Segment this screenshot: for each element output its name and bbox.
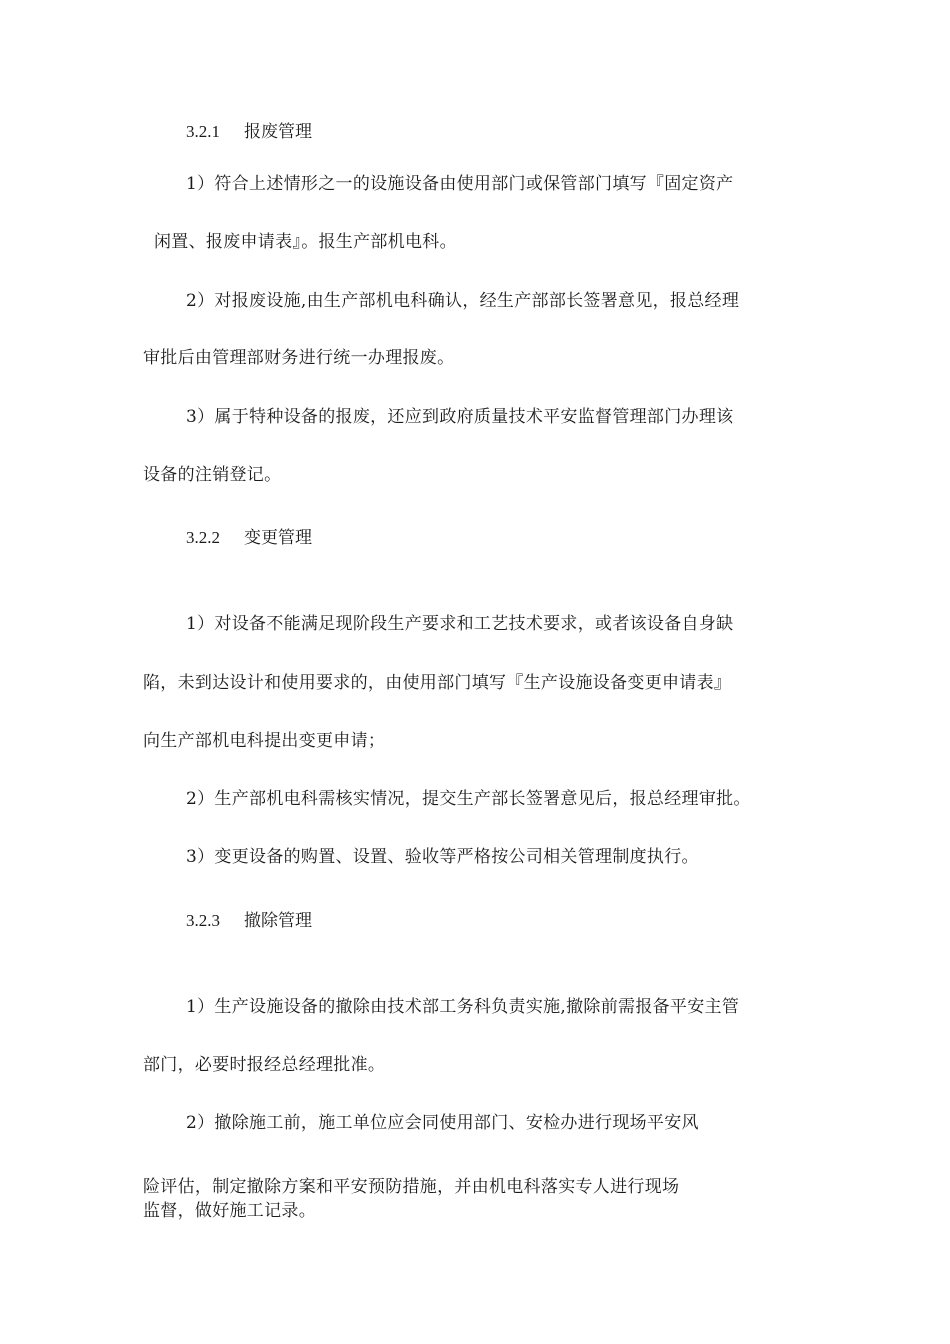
- section-heading: [186, 120, 312, 144]
- paragraph-line: 陷，未到达设计和使用要求的，由使用部门填写『生产设施设备变更申请表』: [143, 673, 732, 693]
- paragraph-line: 险评估，制定撤除方案和平安预防措施，并由机电科落实专人进行现场: [143, 1177, 680, 1197]
- paragraph-line: 3）属于特种设备的报废，还应到政府质量技术平安监督管理部门办理该: [186, 407, 734, 427]
- section-title: 报废管理: [244, 122, 312, 142]
- paragraph-line: 1）对设备不能满足现阶段生产要求和工艺技术要求，或者该设备自身缺: [186, 614, 734, 634]
- section-number: 3.2.3: [186, 911, 220, 930]
- section-number: 3.2.1: [186, 122, 220, 141]
- paragraph-line: 2）对报废设施,由生产部机电科确认，经生产部部长签署意见，报总经理: [186, 291, 740, 311]
- paragraph-line: 闲置、报废申请表』。报生产部机电科。: [154, 232, 457, 252]
- paragraph-line: 设备的注销登记。: [143, 465, 282, 485]
- paragraph-line: 监督，做好施工记录。: [143, 1201, 316, 1221]
- section-title: 撤除管理: [244, 911, 312, 931]
- section-heading: [186, 526, 312, 550]
- paragraph-line: 向生产部机电科提出变更申请；: [143, 731, 386, 751]
- section-title: 变更管理: [244, 528, 312, 548]
- paragraph-line: 2）撤除施工前，施工单位应会同使用部门、安检办进行现场平安风: [186, 1113, 699, 1133]
- paragraph-line: 3）变更设备的购置、设置、验收等严格按公司相关管理制度执行。: [186, 847, 699, 867]
- section-heading: [186, 909, 312, 933]
- paragraph-line: 审批后由管理部财务进行统一办理报废。: [143, 348, 455, 368]
- paragraph-line: 1）符合上述情形之一的设施设备由使用部门或保管部门填写『固定资产: [186, 174, 734, 194]
- paragraph-line: 2）生产部机电科需核实情况，提交生产部长签署意见后，报总经理审批。: [186, 789, 751, 809]
- paragraph-line: 部门，必要时报经总经理批准。: [143, 1055, 386, 1075]
- paragraph-line: 1）生产设施设备的撤除由技术部工务科负责实施,撤除前需报备平安主管: [186, 997, 740, 1017]
- section-number: 3.2.2: [186, 528, 220, 547]
